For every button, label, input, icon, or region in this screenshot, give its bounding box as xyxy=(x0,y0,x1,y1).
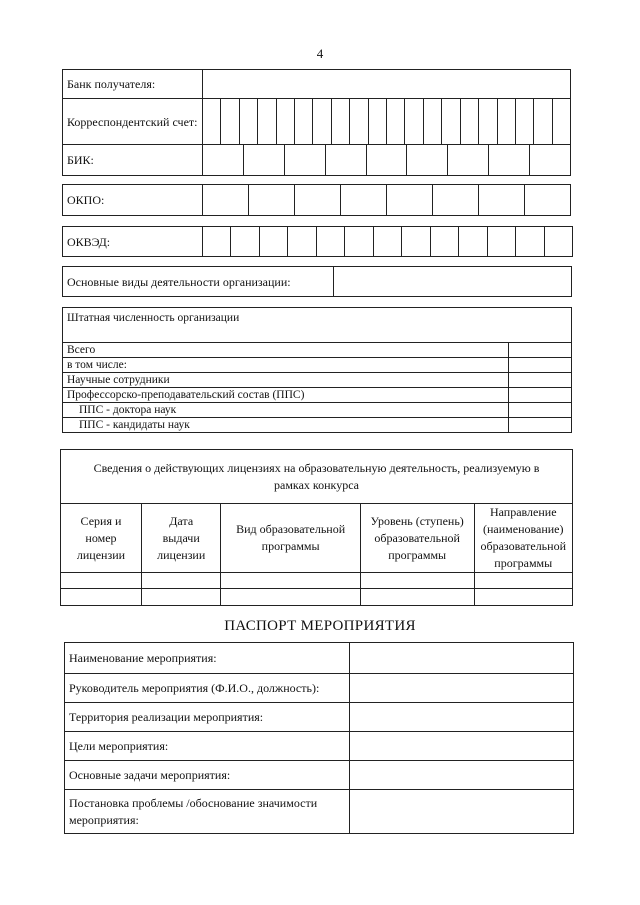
okved-field[interactable] xyxy=(203,227,573,257)
page-number: 4 xyxy=(316,46,324,61)
staff-row-value[interactable] xyxy=(509,403,572,418)
license-cell[interactable] xyxy=(360,589,474,606)
corr-account-field[interactable] xyxy=(203,99,571,145)
license-cell[interactable] xyxy=(61,589,142,606)
staff-row-label: Профессорско-преподавательский состав (ППС) xyxy=(63,388,509,403)
license-cell[interactable] xyxy=(474,589,573,606)
recipient-bank-label: Банк получателя: xyxy=(63,70,203,99)
passport-row-label: Территория реализации мероприятия: xyxy=(65,703,350,732)
corr-account-label: Корреспондентский счет: xyxy=(63,99,203,145)
bik-label: БИК: xyxy=(63,145,203,176)
license-cell[interactable] xyxy=(360,573,474,589)
staff-row-label: ППС - кандидаты наук xyxy=(63,418,509,433)
licenses-title: Сведения о действующих лицензиях на образовательную деятельность, реализуемую в рамках конкурса xyxy=(61,450,573,504)
passport-row-field[interactable] xyxy=(350,790,574,834)
staff-row-value[interactable] xyxy=(509,388,572,403)
passport-row-field[interactable] xyxy=(350,732,574,761)
bik-field[interactable] xyxy=(203,145,571,176)
passport-row-field[interactable] xyxy=(350,643,574,674)
license-col-header: Серия и номер лицензии xyxy=(61,504,142,573)
staff-row-label: в том числе: xyxy=(63,358,509,373)
okpo-field[interactable] xyxy=(203,185,571,216)
license-cell[interactable] xyxy=(221,573,360,589)
staff-row-value[interactable] xyxy=(509,373,572,388)
bank-details-table xyxy=(62,69,571,176)
license-col-header: Дата выдачи лицензии xyxy=(141,504,221,573)
staff-table xyxy=(62,307,572,433)
okpo-label: ОКПО: xyxy=(63,185,203,216)
main-activities-table xyxy=(62,266,572,297)
license-cell[interactable] xyxy=(141,589,221,606)
passport-row-label: Цели мероприятия: xyxy=(65,732,350,761)
passport-row-field[interactable] xyxy=(350,674,574,703)
main-activities-label: Основные виды деятельности организации: xyxy=(63,267,334,297)
license-cell[interactable] xyxy=(61,573,142,589)
license-col-header: Вид образовательной программы xyxy=(221,504,360,573)
recipient-bank-field[interactable] xyxy=(203,70,571,99)
license-cell[interactable] xyxy=(221,589,360,606)
passport-title: ПАСПОРТ МЕРОПРИЯТИЯ xyxy=(224,618,416,634)
staff-row-value[interactable] xyxy=(509,418,572,433)
staff-row-label: Всего xyxy=(63,343,509,358)
licenses-table xyxy=(60,449,573,606)
staff-header: Штатная численность организации xyxy=(63,308,572,343)
okved-label: ОКВЭД: xyxy=(63,227,203,257)
passport-row-field[interactable] xyxy=(350,703,574,732)
passport-row-label: Наименование мероприятия: xyxy=(65,643,350,674)
license-cell[interactable] xyxy=(474,573,573,589)
passport-row-label: Основные задачи мероприятия: xyxy=(65,761,350,790)
license-col-header: Уровень (ступень) образовательной программы xyxy=(360,504,474,573)
staff-row-value xyxy=(509,358,572,373)
okved-table xyxy=(62,226,573,257)
staff-row-label: ППС - доктора наук xyxy=(63,403,509,418)
okpo-table xyxy=(62,184,571,216)
passport-row-label: Постановка проблемы /обоснование значимости мероприятия: xyxy=(65,790,350,834)
main-activities-field[interactable] xyxy=(334,267,572,297)
license-cell[interactable] xyxy=(141,573,221,589)
license-col-header: Направление (наименование) образовательной программы xyxy=(474,504,573,573)
staff-row-value[interactable] xyxy=(509,343,572,358)
passport-row-field[interactable] xyxy=(350,761,574,790)
staff-row-label: Научные сотрудники xyxy=(63,373,509,388)
passport-row-label: Руководитель мероприятия (Ф.И.О., должность): xyxy=(65,674,350,703)
passport-table xyxy=(64,642,574,834)
